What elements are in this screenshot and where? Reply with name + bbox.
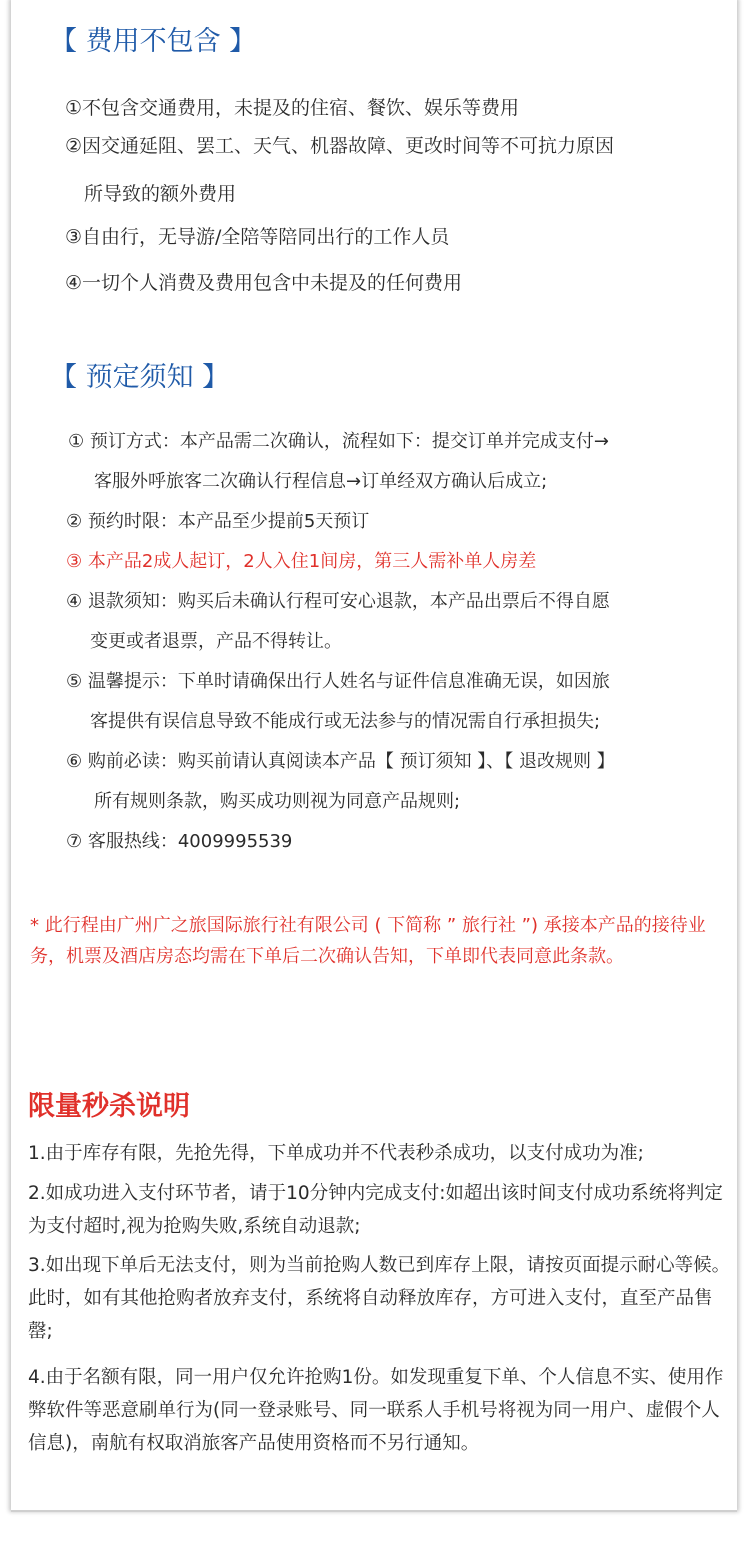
booking-line-continued: 变更或者退票，产品不得转让。	[90, 631, 342, 652]
booking-line: ⑥ 购前必读：购买前请认真阅读本产品【 预订须知 】、【 退改规则 】	[66, 751, 615, 772]
booking-line: ① 预订方式：本产品需二次确认，流程如下：提交订单并完成支付→	[68, 431, 609, 452]
booking-line: ⑤ 温馨提示：下单时请确保出行人姓名与证件信息准确无误，如因旅	[66, 671, 610, 692]
booking-line-highlight: ③ 本产品2成人起订，2人入住1间房，第三人需补单人房差	[66, 551, 537, 572]
flash-sale-paragraph: 2.如成功进入支付环节者，请于10分钟内完成支付:如超出该时间支付成功系统将判定为支付超时,视为抢购失败,系统自动退款;	[28, 1183, 723, 1237]
hotline-line: ⑦ 客服热线：4009995539	[66, 831, 293, 852]
flash-sale-paragraph: 3.如出现下单后无法支付，则为当前抢购人数已到库存上限，请按页面提示耐心等候。此时，如有其他抢购者放弃支付，系统将自动释放库存，方可进入支付，直至产品售罄;	[28, 1255, 731, 1342]
exclusion-item: ①不包含交通费用，未提及的住宿、餐饮、娱乐等费用	[65, 97, 520, 119]
booking-line-continued: 所有规则条款，购买成功则视为同意产品规则;	[94, 791, 461, 812]
booking-line-continued: 客提供有误信息导致不能成行或无法参与的情况需自行承担损失;	[90, 711, 601, 732]
flash-sale-paragraph: 4.由于名额有限，同一用户仅允许抢购1份。如发现重复下单、个人信息不实、使用作弊软件等恶意刷单行为(同一登录账号、同一联系人手机号将视为同一用户、虚假个人信息)，南航有权取消旅客产品使用资格而不另行通知。	[28, 1367, 724, 1454]
flash-sale-paragraph: 1.由于库存有限，先抢先得，下单成功并不代表秒杀成功，以支付成功为准;	[28, 1143, 644, 1164]
exclusion-item-continued: 所导致的额外费用	[84, 183, 237, 205]
exclusion-item: ②因交通延阻、罢工、天气、机器故障、更改时间等不可抗力原因	[65, 135, 615, 157]
exclusions-heading: 【 费用不包含 】	[50, 26, 257, 57]
booking-line-continued: 客服外呼旅客二次确认行程信息→订单经双方确认后成立;	[94, 471, 548, 492]
booking-line: ④ 退款须知：购买后未确认行程可安心退款，本产品出票后不得自愿	[66, 591, 610, 612]
flash-sale-heading: 限量秒杀说明	[28, 1091, 190, 1122]
exclusion-item: ④一切个人消费及费用包含中未提及的任何费用	[65, 272, 463, 294]
exclusion-item: ③自由行，无导游/全陪等陪同出行的工作人员	[65, 226, 450, 248]
agency-note: * 此行程由广州广之旅国际旅行社有限公司 ( 下简称 ” 旅行社 ”) 承接本产品的接待业务，机票及酒店房态均需在下单后二次确认告知，下单即代表同意此条款。	[30, 915, 706, 967]
card-bottom-edge	[11, 1510, 737, 1512]
booking-line: ② 预约时限：本产品至少提前5天预订	[66, 511, 370, 532]
booking-heading: 【 预定须知 】	[50, 362, 230, 393]
